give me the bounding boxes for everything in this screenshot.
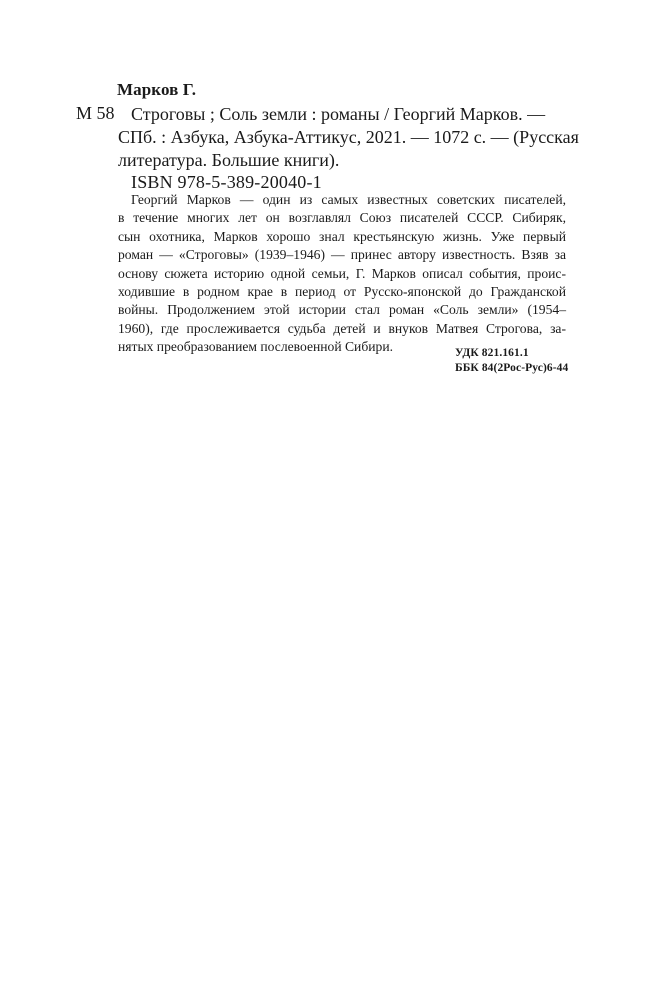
annotation-line: нятых преобразованием послевоенной Сибири.: [118, 339, 393, 355]
bbk-code: ББК 84(2Рос-Рус)6-44: [455, 362, 569, 374]
classification-codes: [455, 346, 568, 376]
entry-line: СПб. : Азбука, Азбука-Аттикус, 2021. — 1072 с. — (Русская: [118, 127, 579, 147]
author-cipher: М 58: [76, 103, 115, 123]
isbn-number: ISBN 978-5-389-20040-1: [131, 172, 322, 192]
entry-line: литература. Большие книги).: [118, 150, 340, 170]
annotation-line: 1960), где прослеживается судьба детей и внуков Матвея Строгова, за-: [118, 320, 566, 336]
annotation-line: в течение многих лет он возглавлял Союз писателей СССР. Сибиряк,: [118, 210, 566, 226]
annotation-line: роман — «Строговы» (1939–1946) — принес автору известность. Взяв за: [118, 247, 566, 263]
annotation-line: основу сюжета историю одной семьи, Г. Марков описал события, проис-: [118, 265, 566, 281]
annotation-line: сын охотника, Марков хорошо знал крестьянскую жизнь. Уже первый: [118, 228, 566, 244]
bibliographic-entry: [118, 103, 579, 172]
annotation-line: ходившие в родном крае в период от Русско-японской до Гражданской: [118, 284, 566, 300]
entry-line: Строговы ; Соль земли : романы / Георгий Марков. —: [131, 104, 546, 124]
annotation-line: войны. Продолжением этой истории стал роман «Соль земли» (1954–: [118, 302, 566, 318]
annotation-paragraph: [118, 191, 566, 357]
annotation-line: Георгий Марков — один из самых известных советских писателей,: [131, 192, 566, 207]
author-heading: Марков Г.: [117, 80, 197, 99]
udk-code: УДК 821.161.1: [455, 347, 529, 359]
